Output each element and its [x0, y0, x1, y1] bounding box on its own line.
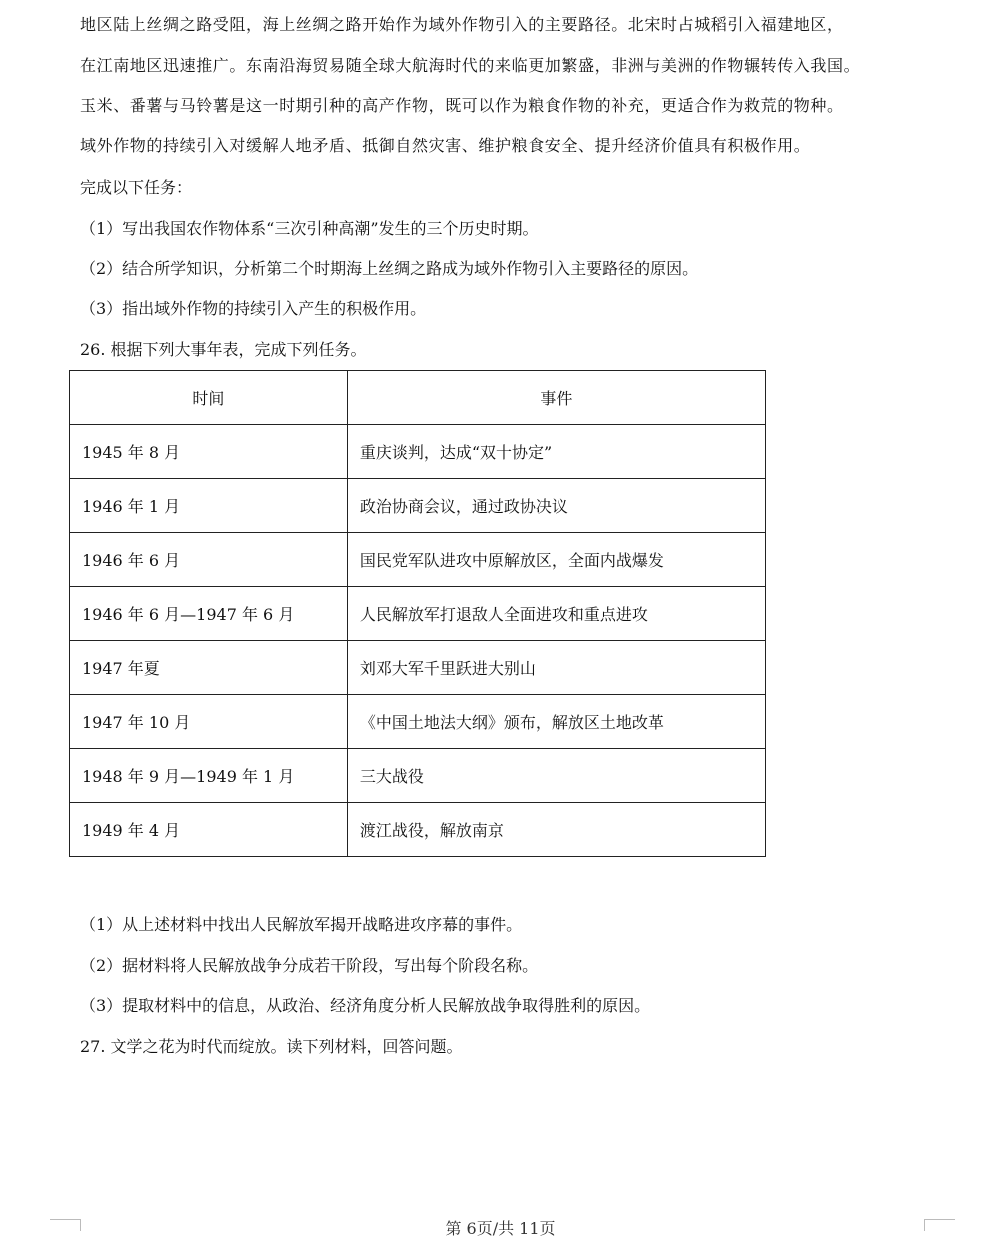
cell-event: 重庆谈判，达成“双十协定” — [347, 425, 765, 479]
table-row — [70, 533, 766, 587]
paragraph-line: 地区陆上丝绸之路受阻，海上丝绸之路开始作为域外作物引入的主要路径。北宋时占城稻引入福建地区， — [80, 15, 844, 34]
cell-time: 1947 年 10 月 — [70, 695, 348, 749]
task-item: （1）写出我国农作物体系“三次引种高潮”发生的三个历史时期。 — [80, 219, 539, 238]
events-table — [69, 370, 766, 857]
table-row — [70, 587, 766, 641]
table-row — [70, 803, 766, 857]
table-row — [70, 695, 766, 749]
cell-event: 国民党军队进攻中原解放区，全面内战爆发 — [347, 533, 765, 587]
cell-event: 刘邓大军千里跃进大别山 — [347, 641, 765, 695]
table-row — [70, 425, 766, 479]
task-item: （3）提取材料中的信息，从政治、经济角度分析人民解放战争取得胜利的原因。 — [80, 996, 651, 1015]
cell-event: 人民解放军打退敌人全面进攻和重点进攻 — [347, 587, 765, 641]
header-time: 时间 — [70, 371, 348, 425]
cell-time: 1946 年 1 月 — [70, 479, 348, 533]
task-item: （2）据材料将人民解放战争分成若干阶段，写出每个阶段名称。 — [80, 956, 539, 975]
cell-event: 《中国土地法大纲》颁布，解放区土地改革 — [347, 695, 765, 749]
cell-time: 1945 年 8 月 — [70, 425, 348, 479]
table-header-row — [70, 371, 766, 425]
table-row — [70, 641, 766, 695]
cell-time: 1948 年 9 月—1949 年 1 月 — [70, 749, 348, 803]
task-item: （3）指出域外作物的持续引入产生的积极作用。 — [80, 299, 427, 318]
cell-event: 渡江战役，解放南京 — [347, 803, 765, 857]
header-event: 事件 — [347, 371, 765, 425]
cell-time: 1947 年夏 — [70, 641, 348, 695]
task-item: （2）结合所学知识，分析第二个时期海上丝绸之路成为域外作物引入主要路径的原因。 — [80, 259, 699, 278]
cell-time: 1946 年 6 月 — [70, 533, 348, 587]
cell-time: 1949 年 4 月 — [70, 803, 348, 857]
table-row — [70, 749, 766, 803]
cell-time: 1946 年 6 月—1947 年 6 月 — [70, 587, 348, 641]
paragraph-line: 在江南地区迅速推广。东南沿海贸易随全球大航海时代的来临更加繁盛，非洲与美洲的作物辗转传入我国。 — [80, 56, 861, 75]
task-intro: 完成以下任务： — [80, 178, 193, 197]
task-item: （1）从上述材料中找出人民解放军揭开战略进攻序幕的事件。 — [80, 915, 523, 934]
page-number: 第 6页/共 11页 — [445, 1219, 556, 1238]
paragraph-line: 玉米、番薯与马铃薯是这一时期引种的高产作物，既可以作为粮食作物的补充，更适合作为救荒的物种。 — [80, 96, 844, 115]
paragraph-line: 域外作物的持续引入对缓解人地矛盾、抵御自然灾害、维护粮食安全、提升经济价值具有积极作用。 — [80, 136, 811, 155]
question-title: 27. 文学之花为时代而绽放。读下列材料，回答问题。 — [80, 1037, 463, 1056]
question-title: 26. 根据下列大事年表，完成下列任务。 — [80, 340, 367, 359]
cell-event: 政治协商会议，通过政协决议 — [347, 479, 765, 533]
cell-event: 三大战役 — [347, 749, 765, 803]
table-row — [70, 479, 766, 533]
